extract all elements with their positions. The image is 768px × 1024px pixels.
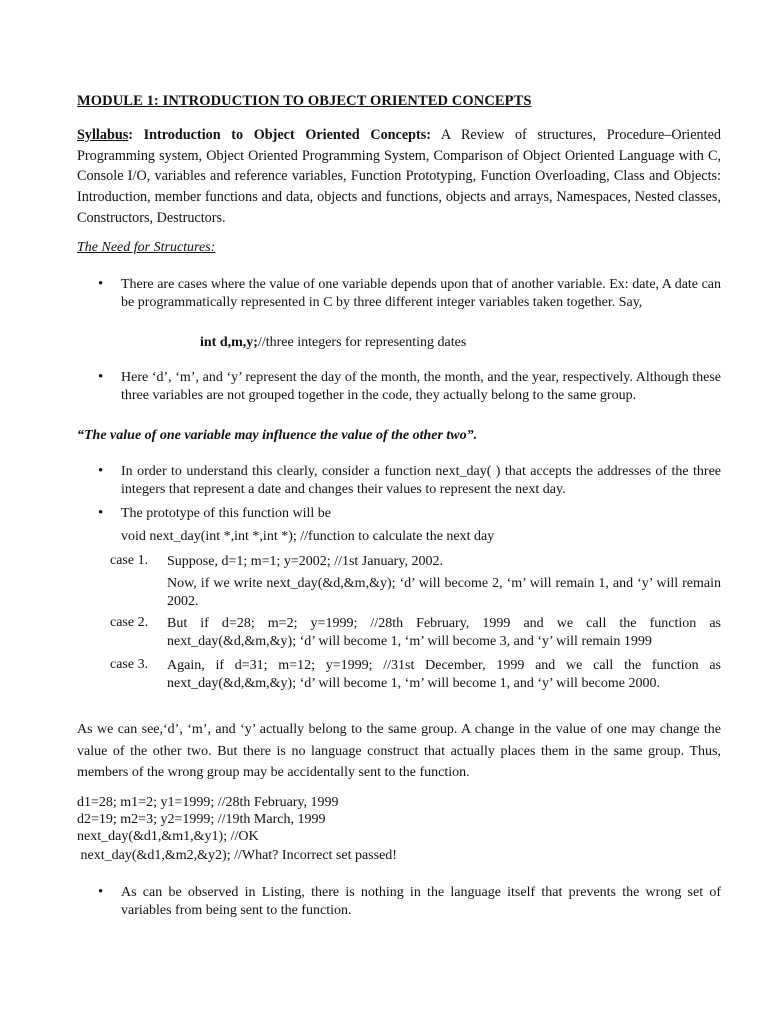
case-text: Suppose, d=1; m=1; y=2002; //1st January, 2002. xyxy=(167,554,443,569)
case-label: case 1. xyxy=(110,553,149,568)
case-text: Again, if d=31; m=12; y=1999; //31st December, 1999 and we call the function as next_day(&d,&m,&y); ‘d’ will become 1, ‘m’ will become 1, and ‘y’ will become 2000. xyxy=(167,658,721,691)
section-title: The Need for Structures: xyxy=(77,240,216,255)
bullet-text-1: There are cases where the value of one variable depends upon that of another variable. Ex: date, A date can be programmatically represented in C by three different integer variables taken together. Say, xyxy=(121,277,721,310)
module-heading: MODULE 1: INTRODUCTION TO OBJECT ORIENTED CONCEPTS xyxy=(77,93,532,109)
bullet-dot: • xyxy=(98,369,104,385)
bullet-text-4: The prototype of this function will be xyxy=(121,506,331,521)
code-declaration: int d,m,y;//three integers for representing dates xyxy=(200,335,467,350)
code-line: d1=28; m1=2; y1=1999; //28th February, 1999 xyxy=(77,795,339,810)
syllabus-label: Syllabus xyxy=(77,127,129,143)
bullet-text-5: As can be observed in Listing, there is nothing in the language itself that prevents the wrong set of variables from being sent to the function. xyxy=(121,885,721,918)
explanation-paragraph: As we can see,‘d’, ‘m’, and ‘y’ actually belong to the same group. A change in the value of one may change the value of the other two. But there is no language construct that actually places them in the same group. Thus, members of the wrong group may be accidentally sent to the function. xyxy=(77,722,721,780)
bullet-dot: • xyxy=(98,884,104,900)
quote-line: “The value of one variable may influence the value of the other two”. xyxy=(77,428,478,443)
case-text: But if d=28; m=2; y=1999; //28th February, 1999 and we call the function as next_day(&d,&m,&y); ‘d’ will become 1, ‘m’ will become 3, and ‘y’ will remain 1999 xyxy=(167,616,721,649)
bullet-dot: • xyxy=(98,276,104,292)
case-label: case 2. xyxy=(110,615,149,630)
syllabus-text: A Review of structures, Procedure–Oriented Programming system, Object Oriented Programming System, Comparison of Object Oriented Language with C, Console I/O, variables and reference variables, Function Prototyping, Function Overloading, Class and Objects: Introduction, member functions and data, objects and functions, objects and arrays, Namespaces, Nested classes, Constructors, Destructors. xyxy=(77,127,721,226)
case-text: Now, if we write next_day(&d,&m,&y); ‘d’ will become 2, ‘m’ will remain 1, and ‘y’ will remain 2002. xyxy=(167,576,721,609)
bullet-text-3: In order to understand this clearly, consider a function next_day( ) that accepts the addresses of the three integers that represent a date and changes their values to represent the next day. xyxy=(121,464,721,497)
case-label: case 3. xyxy=(110,657,149,672)
syllabus-paragraph: Syllabus: Introduction to Object Oriented Concepts: A Review of structures, Procedure–Oriented Programming system, Object Oriented Programming System, Comparison of Object Oriented Language with C, Console I/O, variables and reference variables, Function Prototyping, Function Overloading, Class and Objects: Introduction, member functions and data, objects and functions, objects and arrays, Namespaces, Nested classes, Constructors, Destructors. xyxy=(77,127,721,226)
bullet-dot: • xyxy=(98,505,104,521)
code-line: next_day(&d1,&m2,&y2); //What? Incorrect set passed! xyxy=(77,848,397,863)
bullet-text-2: Here ‘d’, ‘m’, and ‘y’ represent the day of the month, the month, and the year, respectively. Although these three variables are not grouped together in the code, they actually belong to the same group. xyxy=(121,370,721,403)
code-line: next_day(&d1,&m1,&y1); //OK xyxy=(77,829,259,844)
bullet-dot: • xyxy=(98,463,104,479)
syllabus-title: Introduction to Object Oriented Concepts: xyxy=(143,127,432,143)
function-prototype: void next_day(int *,int *,int *); //function to calculate the next day xyxy=(121,529,495,544)
code-line: d2=19; m2=3; y2=1999; //19th March, 1999 xyxy=(77,812,326,827)
